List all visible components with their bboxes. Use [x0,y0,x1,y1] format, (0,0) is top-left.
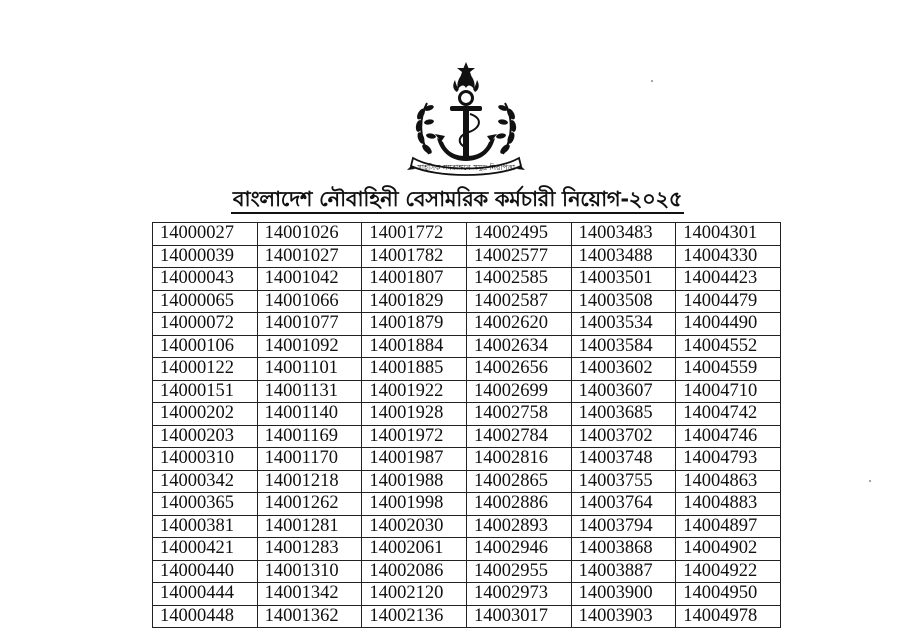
table-row [153,313,781,336]
table-row [153,380,781,403]
roll-number-cell: 14001170 [257,448,362,471]
roll-number-cell: 14001066 [257,290,362,313]
roll-number-cell: 14000027 [153,223,258,246]
roll-number-cell: 14001928 [362,403,467,426]
scan-speck [869,480,871,482]
roll-number-cell: 14000122 [153,358,258,381]
roll-number-cell: 14003748 [571,448,676,471]
table-row [153,245,781,268]
roll-number-cell: 14000202 [153,403,258,426]
roll-number-cell: 14002061 [362,538,467,561]
roll-number-cell: 14003887 [571,560,676,583]
emblem-motto: সাহসিক সমরাঙ্গনে সমুদ্র নিরাপত্তা [416,163,516,172]
roll-number-cell: 14004479 [676,290,781,313]
roll-number-cell: 14003685 [571,403,676,426]
roll-number-cell: 14001879 [362,313,467,336]
roll-number-cell: 14004301 [676,223,781,246]
roll-number-cell: 14001026 [257,223,362,246]
table-row [153,335,781,358]
roll-number-cell: 14004863 [676,470,781,493]
table-row [153,425,781,448]
roll-number-cell: 14004559 [676,358,781,381]
roll-number-cell: 14000039 [153,245,258,268]
roll-number-cell: 14003702 [571,425,676,448]
roll-number-cell: 14000072 [153,313,258,336]
roll-number-cell: 14003755 [571,470,676,493]
roll-number-cell: 14002136 [362,605,467,628]
roll-number-cell: 14003602 [571,358,676,381]
roll-number-cell: 14001101 [257,358,362,381]
roll-number-cell: 14001310 [257,560,362,583]
roll-number-cell: 14001884 [362,335,467,358]
roll-number-cell: 14001169 [257,425,362,448]
roll-number-cell: 14001131 [257,380,362,403]
roll-number-table [152,222,781,628]
table-row [153,403,781,426]
roll-number-cell: 14002120 [362,583,467,606]
roll-number-cell: 14003483 [571,223,676,246]
roll-number-cell: 14002634 [466,335,571,358]
table-row [153,538,781,561]
roll-number-cell: 14002620 [466,313,571,336]
roll-number-cell: 14002886 [466,493,571,516]
roll-number-cell: 14000365 [153,493,258,516]
roll-number-cell: 14002656 [466,358,571,381]
roll-number-cell: 14002086 [362,560,467,583]
table-row [153,493,781,516]
roll-number-cell: 14002784 [466,425,571,448]
roll-number-cell: 14001922 [362,380,467,403]
roll-number-cell: 14004746 [676,425,781,448]
roll-number-cell: 14003607 [571,380,676,403]
roll-number-cell: 14003764 [571,493,676,516]
table-row [153,560,781,583]
scan-speck [651,80,653,82]
roll-number-cell: 14001342 [257,583,362,606]
roll-number-cell: 14000448 [153,605,258,628]
roll-number-cell: 14001042 [257,268,362,291]
roll-number-cell: 14000310 [153,448,258,471]
table-row [153,268,781,291]
roll-number-cell: 14002577 [466,245,571,268]
roll-number-cell: 14004978 [676,605,781,628]
page-title: বাংলাদেশ নৌবাহিনী বেসামরিক কর্মচারী নিয়োগ-২০২৫ [0,183,915,218]
roll-number-cell: 14001077 [257,313,362,336]
roll-number-cell: 14003534 [571,313,676,336]
roll-number-cell: 14004552 [676,335,781,358]
table-row [153,358,781,381]
table-row [153,223,781,246]
roll-number-cell: 14004710 [676,380,781,403]
table-row [153,470,781,493]
roll-number-cell: 14002758 [466,403,571,426]
roll-number-cell: 14003900 [571,583,676,606]
roll-number-cell: 14001281 [257,515,362,538]
roll-number-cell: 14002495 [466,223,571,246]
table-row [153,515,781,538]
roll-number-cell: 14001885 [362,358,467,381]
roll-number-cell: 14000203 [153,425,258,448]
roll-number-cell: 14000440 [153,560,258,583]
roll-number-cell: 14001283 [257,538,362,561]
roll-number-cell: 14002955 [466,560,571,583]
roll-number-cell: 14002946 [466,538,571,561]
roll-number-cell: 14003794 [571,515,676,538]
table-row [153,448,781,471]
roll-number-cell: 14001829 [362,290,467,313]
roll-number-cell: 14004423 [676,268,781,291]
roll-number-cell: 14004742 [676,403,781,426]
roll-number-cell: 14002973 [466,583,571,606]
roll-number-cell: 14004330 [676,245,781,268]
roll-number-cell: 14003584 [571,335,676,358]
roll-number-cell: 14003501 [571,268,676,291]
roll-number-cell: 14004950 [676,583,781,606]
roll-number-cell: 14001362 [257,605,362,628]
roll-number-cell: 14004883 [676,493,781,516]
roll-number-cell: 14001218 [257,470,362,493]
roll-number-cell: 14002816 [466,448,571,471]
roll-number-cell: 14000381 [153,515,258,538]
roll-number-cell: 14004897 [676,515,781,538]
table-row [153,605,781,628]
roll-number-cell: 14002893 [466,515,571,538]
roll-number-cell: 14003017 [466,605,571,628]
roll-number-cell: 14002865 [466,470,571,493]
roll-number-cell: 14000444 [153,583,258,606]
roll-number-cell: 14001140 [257,403,362,426]
roll-number-cell: 14003868 [571,538,676,561]
roll-number-cell: 14001782 [362,245,467,268]
roll-number-cell: 14004902 [676,538,781,561]
roll-number-cell: 14002587 [466,290,571,313]
roll-number-cell: 14004490 [676,313,781,336]
roll-number-cell: 14001092 [257,335,362,358]
roll-number-cell: 14001262 [257,493,362,516]
roll-number-cell: 14004793 [676,448,781,471]
roll-number-cell: 14003488 [571,245,676,268]
roll-number-cell: 14002585 [466,268,571,291]
roll-number-cell: 14002699 [466,380,571,403]
roll-number-cell: 14004922 [676,560,781,583]
roll-number-cell: 14001807 [362,268,467,291]
roll-number-cell: 14003903 [571,605,676,628]
roll-number-cell: 14002030 [362,515,467,538]
roll-number-cell: 14000043 [153,268,258,291]
roll-number-cell: 14003508 [571,290,676,313]
roll-number-cell: 14000151 [153,380,258,403]
roll-number-cell: 14000065 [153,290,258,313]
navy-anchor-emblem-icon [407,58,525,176]
roll-number-cell: 14001772 [362,223,467,246]
roll-number-cell: 14000106 [153,335,258,358]
roll-number-cell: 14001972 [362,425,467,448]
roll-number-cell: 14001988 [362,470,467,493]
roll-number-cell: 14001998 [362,493,467,516]
roll-number-cell: 14001027 [257,245,362,268]
table-row [153,583,781,606]
table-row [153,290,781,313]
roll-number-cell: 14000342 [153,470,258,493]
roll-number-cell: 14001987 [362,448,467,471]
roll-number-cell: 14000421 [153,538,258,561]
